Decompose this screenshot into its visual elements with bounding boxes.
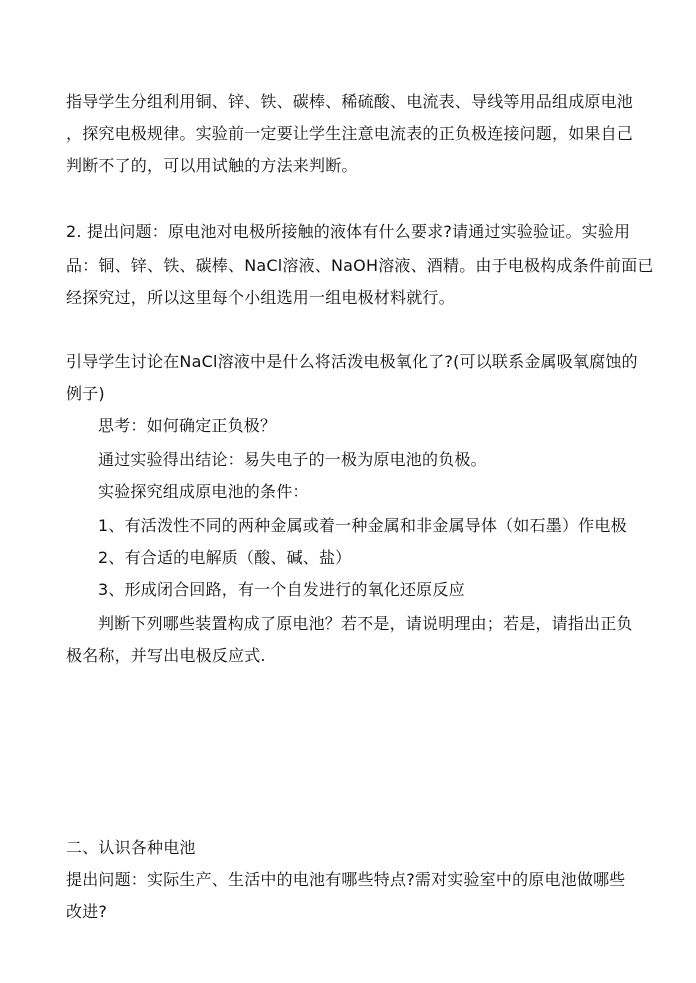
indented-line: 实验探究组成原电池的条件： xyxy=(98,482,309,501)
section-heading: 二、认识各种电池 xyxy=(66,838,196,857)
paragraph-line: 2. 提出问题：原电池对电极所接触的液体有什么要求?请通过实验验证。实验用 xyxy=(66,222,631,241)
list-item: 3、形成闭合回路，有一个自发进行的氧化还原反应 xyxy=(98,580,465,599)
list-item: 1、有活泼性不同的两种金属或着一种金属和非金属导体（如石墨）作电极 xyxy=(98,516,627,535)
indented-line: 思考：如何确定正负极？ xyxy=(98,416,277,435)
paragraph-line: 判断不了的，可以用试触的方法来判断。 xyxy=(66,156,358,175)
paragraph-line: 改进? xyxy=(66,902,108,921)
paragraph-line: 提出问题：实际生产、生活中的电池有哪些特点?需对实验室中的原电池做哪些 xyxy=(66,870,626,889)
paragraph-line: 指导学生分组利用铜、锌、铁、碳棒、稀硫酸、电流表、导线等用品组成原电池 xyxy=(66,92,634,111)
indented-line: 通过实验得出结论：易失电子的一极为原电池的负极。 xyxy=(98,450,487,469)
indented-line: 判断下列哪些装置构成了原电池？若不是，请说明理由；若是，请指出正负 xyxy=(98,614,633,633)
paragraph-line: 极名称，并写出电极反应式. xyxy=(66,646,266,665)
paragraph-line: 经探究过，所以这里每个小组选用一组电极材料就行。 xyxy=(66,288,455,307)
paragraph-line: 品：铜、锌、铁、碳棒、NaCl溶液、NaOH溶液、酒精。由于电极构成条件前面已 xyxy=(66,256,654,275)
paragraph-line: 例子) xyxy=(66,384,105,403)
paragraph-line: ，探究电极规律。实验前一定要让学生注意电流表的正负极连接问题，如果自己 xyxy=(66,124,634,143)
paragraph-line: 引导学生讨论在NaCl溶液中是什么将活泼电极氧化了?(可以联系金属吸氧腐蚀的 xyxy=(66,352,638,371)
list-item: 2、有合适的电解质（酸、碱、盐） xyxy=(98,548,352,567)
